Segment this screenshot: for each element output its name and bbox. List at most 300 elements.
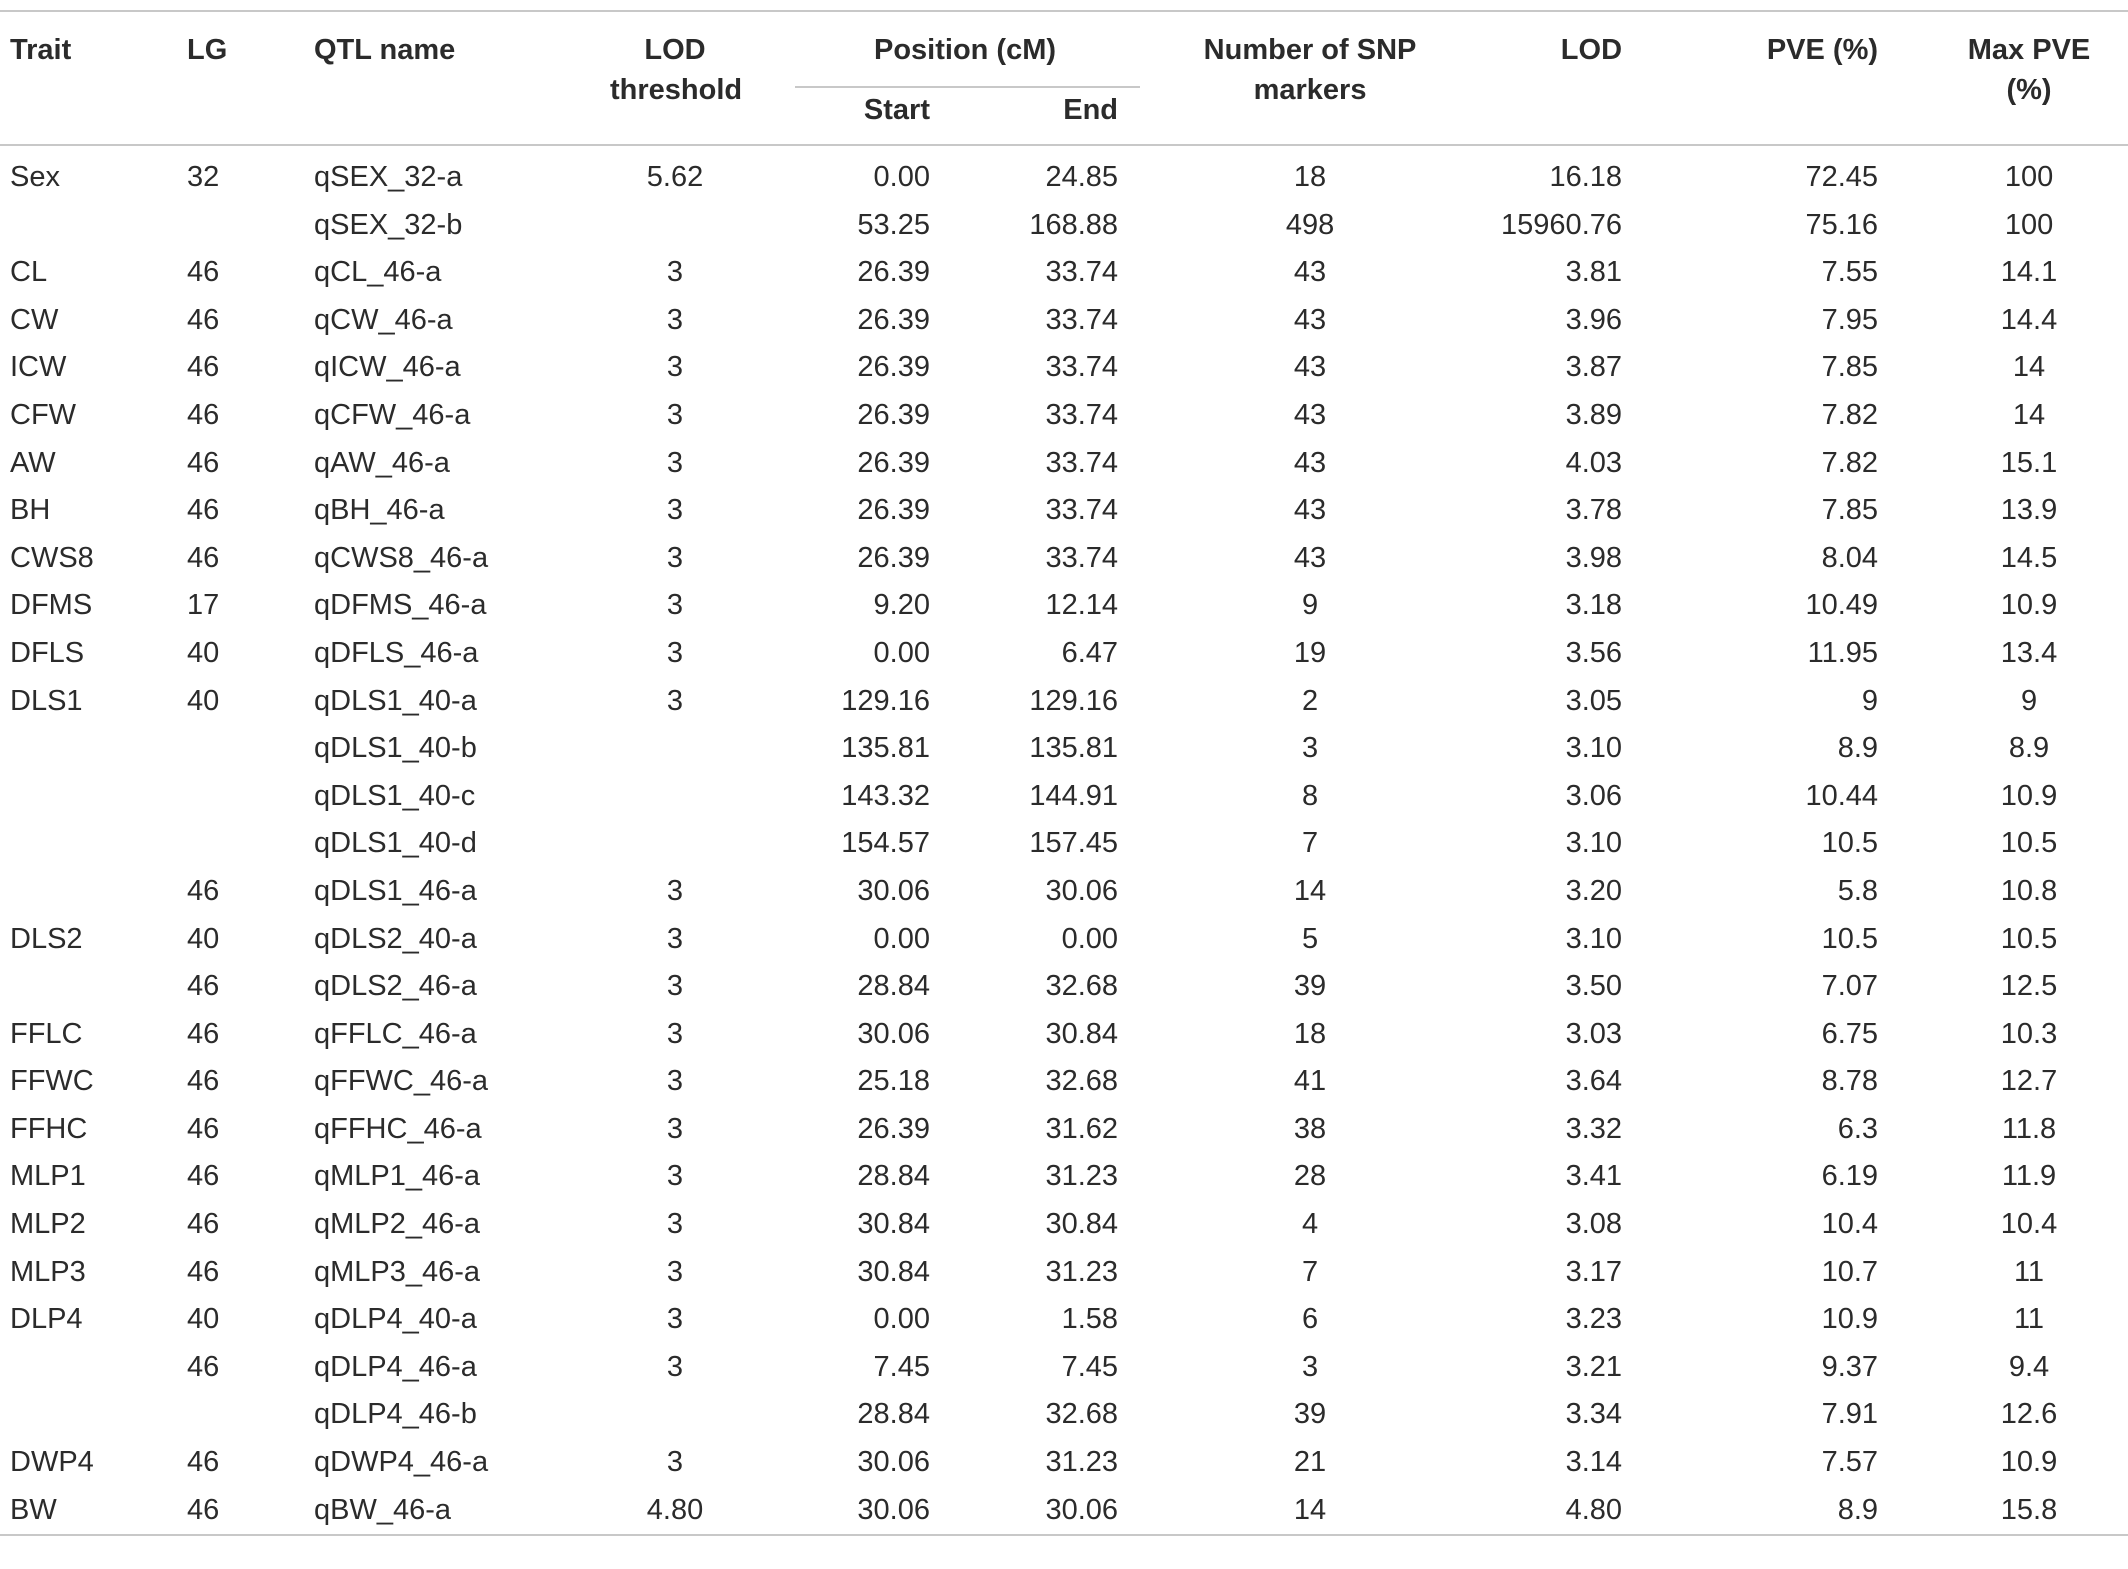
cell-trait <box>0 725 175 773</box>
cell-start: 30.84 <box>857 1208 930 1241</box>
cell-qtl-name: qDLP4_40-a <box>314 1303 477 1336</box>
cell-pve: 10.4 <box>1821 1208 1879 1241</box>
cell-lg: 46 <box>187 446 220 479</box>
cell-lod: 3.32 <box>1565 1112 1623 1145</box>
cell-lod: 3.03 <box>1565 1017 1623 1050</box>
cell-snp-markers: 41 <box>1293 1065 1327 1098</box>
cell-pve: 8.9 <box>1730 1487 1930 1536</box>
header-end: End <box>975 88 1150 145</box>
header-position <box>780 11 1150 88</box>
cell-trait: CW <box>10 303 59 336</box>
cell-lod-threshold: 3 <box>666 256 684 289</box>
cell-start: 26.39 <box>857 494 930 527</box>
cell-lod-threshold <box>570 820 780 868</box>
cell-lod-threshold: 3 <box>666 589 684 622</box>
cell-lod-threshold: 3 <box>666 1112 684 1145</box>
table-row <box>0 145 2128 202</box>
table-row <box>0 297 2128 345</box>
cell-max-pve: 11 <box>2013 1303 2045 1336</box>
table-row <box>0 820 2128 868</box>
cell-snp-markers: 3 <box>1301 1350 1319 1383</box>
table-header <box>0 11 2128 145</box>
cell-qtl-name: qDLS1_40-d <box>314 827 477 860</box>
cell-lg: 40 <box>187 684 220 717</box>
cell-trait: DLS1 <box>10 684 83 717</box>
cell-lod: 3.20 <box>1565 874 1623 907</box>
table-row <box>0 916 2128 964</box>
cell-pve: 11.95 <box>1807 636 1879 669</box>
table-row <box>0 392 2128 440</box>
table-row <box>0 678 2128 726</box>
cell-max-pve: 12.5 <box>2000 970 2058 1003</box>
cell-max-pve: 9.4 <box>2008 1350 2050 1383</box>
cell-lod: 4.80 <box>1470 1487 1730 1536</box>
table-row <box>0 249 2128 297</box>
cell-lod: 3.96 <box>1565 303 1623 336</box>
cell-lg: 46 <box>187 1160 220 1193</box>
cell-qtl-name: qDLS1_40-b <box>314 732 477 765</box>
cell-snp-markers: 21 <box>1293 1446 1327 1479</box>
cell-lod-threshold <box>570 725 780 773</box>
cell-lg: 46 <box>187 541 220 574</box>
cell-max-pve: 12.7 <box>2000 1065 2058 1098</box>
cell-qtl-name: qSEX_32-a <box>314 161 463 193</box>
cell-snp-markers: 38 <box>1293 1112 1327 1145</box>
table-row <box>0 1296 2128 1344</box>
header-trait: Trait <box>0 11 175 145</box>
header-max-pve-text: Max PVE (%) <box>1967 34 2091 106</box>
cell-lod-threshold: 3 <box>666 1446 684 1479</box>
cell-end: 32.68 <box>1045 1065 1119 1098</box>
cell-qtl-name: qBW_46-a <box>310 1487 570 1536</box>
cell-snp-markers: 43 <box>1293 398 1327 431</box>
cell-lod: 3.56 <box>1565 636 1623 669</box>
cell-pve: 10.5 <box>1821 827 1879 860</box>
cell-lod-threshold: 3 <box>666 1303 684 1336</box>
cell-pve: 10.5 <box>1821 922 1879 955</box>
cell-lod: 3.10 <box>1565 922 1623 955</box>
cell-snp-markers: 18 <box>1293 161 1327 193</box>
cell-start: 53.25 <box>857 208 930 241</box>
cell-lod: 3.41 <box>1565 1160 1623 1193</box>
cell-qtl-name: qDLP4_46-a <box>314 1350 477 1383</box>
cell-max-pve: 15.8 <box>1930 1487 2128 1536</box>
cell-max-pve: 15.1 <box>2000 446 2058 479</box>
table-row <box>0 1391 2128 1439</box>
cell-end: 144.91 <box>1029 779 1119 812</box>
cell-lg: 46 <box>187 1065 220 1098</box>
cell-lg: 46 <box>187 494 220 527</box>
table-row <box>0 487 2128 535</box>
cell-lg: 32 <box>187 161 220 193</box>
table-row <box>0 1058 2128 1106</box>
cell-snp-markers: 43 <box>1293 494 1327 527</box>
cell-pve: 10.49 <box>1805 589 1879 622</box>
cell-max-pve: 10.5 <box>2000 922 2058 955</box>
cell-lg: 46 <box>187 874 220 907</box>
cell-snp-markers: 498 <box>1285 208 1335 241</box>
cell-end: 30.84 <box>1045 1017 1119 1050</box>
cell-lod: 3.06 <box>1565 779 1623 812</box>
table-row <box>0 440 2128 488</box>
table-body <box>0 145 2128 1535</box>
cell-end: 6.47 <box>1061 636 1119 669</box>
cell-lg: 46 <box>187 1255 220 1288</box>
cell-trait: Sex <box>10 161 60 193</box>
cell-end: 24.85 <box>1045 161 1119 193</box>
header-lod-threshold-text: LOD threshold <box>610 34 743 106</box>
cell-snp-markers: 7 <box>1301 1255 1319 1288</box>
cell-lg: 40 <box>187 636 220 669</box>
cell-qtl-name: qCW_46-a <box>314 303 453 336</box>
cell-pve: 7.55 <box>1821 256 1879 289</box>
cell-start: 28.84 <box>857 970 930 1003</box>
cell-lg: 46 <box>187 303 220 336</box>
cell-lod-threshold: 4.80 <box>570 1487 780 1536</box>
cell-lod-threshold <box>570 1391 780 1439</box>
cell-trait: FFHC <box>10 1112 88 1145</box>
cell-lg <box>175 202 310 250</box>
cell-lod: 3.34 <box>1565 1398 1623 1431</box>
cell-trait: BW <box>0 1487 175 1536</box>
cell-qtl-name: qCL_46-a <box>314 256 442 289</box>
cell-trait: FFWC <box>10 1065 94 1098</box>
cell-lg: 46 <box>187 398 220 431</box>
cell-qtl-name: qDWP4_46-a <box>314 1446 489 1479</box>
cell-end: 31.23 <box>1045 1446 1119 1479</box>
cell-trait: BH <box>10 494 51 527</box>
cell-qtl-name: qMLP2_46-a <box>314 1208 481 1241</box>
cell-qtl-name: qDFLS_46-a <box>314 636 479 669</box>
table-row <box>0 725 2128 773</box>
cell-max-pve: 10.3 <box>2000 1017 2058 1050</box>
cell-lod: 3.89 <box>1565 398 1623 431</box>
cell-lg: 46 <box>187 1350 220 1383</box>
table-row <box>0 1249 2128 1297</box>
cell-pve: 7.85 <box>1821 351 1879 384</box>
cell-lod: 3.87 <box>1565 351 1623 384</box>
cell-lod-threshold <box>570 202 780 250</box>
cell-snp-markers: 7 <box>1301 827 1319 860</box>
cell-qtl-name: qFFHC_46-a <box>314 1112 482 1145</box>
table-row <box>0 535 2128 583</box>
cell-end: 12.14 <box>1045 589 1119 622</box>
cell-lod-threshold: 3 <box>666 970 684 1003</box>
cell-end: 30.06 <box>1045 874 1119 907</box>
cell-pve: 7.95 <box>1821 303 1879 336</box>
cell-max-pve: 11.9 <box>2001 1160 2057 1193</box>
cell-lod-threshold: 3 <box>666 1160 684 1193</box>
cell-lod: 3.10 <box>1565 827 1623 860</box>
cell-pve: 75.16 <box>1805 208 1879 241</box>
cell-max-pve: 10.9 <box>2000 1446 2058 1479</box>
cell-pve: 8.04 <box>1821 541 1879 574</box>
cell-lod-threshold: 3 <box>666 1017 684 1050</box>
cell-lod-threshold: 3 <box>666 684 684 717</box>
header-qtl-name: QTL name <box>310 11 570 145</box>
cell-end: 31.23 <box>1045 1255 1119 1288</box>
table-row <box>0 963 2128 1011</box>
cell-snp-markers: 8 <box>1301 779 1319 812</box>
cell-pve: 10.9 <box>1821 1303 1879 1336</box>
table-row <box>0 582 2128 630</box>
position-group-rule <box>795 86 1140 88</box>
cell-trait: FFLC <box>10 1017 83 1050</box>
cell-end: 32.68 <box>1045 970 1119 1003</box>
cell-trait: DFMS <box>10 589 93 622</box>
table-row <box>0 344 2128 392</box>
cell-max-pve: 10.5 <box>2000 827 2058 860</box>
cell-trait: CFW <box>10 398 77 431</box>
cell-lg <box>175 773 310 821</box>
cell-lod: 3.08 <box>1565 1208 1623 1241</box>
cell-qtl-name: qDLS2_46-a <box>314 970 477 1003</box>
cell-lod: 3.14 <box>1565 1446 1623 1479</box>
cell-lod: 3.78 <box>1565 494 1623 527</box>
table-row <box>0 1011 2128 1059</box>
cell-pve: 8.78 <box>1821 1065 1879 1098</box>
cell-start: 26.39 <box>857 541 930 574</box>
cell-snp-markers: 18 <box>1293 1017 1327 1050</box>
cell-lg <box>175 1391 310 1439</box>
cell-lod-threshold: 3 <box>666 446 684 479</box>
cell-lod: 15960.76 <box>1501 208 1623 241</box>
header-max-pve <box>1930 11 2128 145</box>
cell-pve: 7.91 <box>1821 1398 1879 1431</box>
cell-end: 33.74 <box>1045 446 1119 479</box>
table-row <box>0 868 2128 916</box>
cell-max-pve: 14.1 <box>2000 256 2058 289</box>
cell-lod-threshold: 3 <box>666 303 684 336</box>
cell-start: 30.06 <box>857 1446 930 1479</box>
cell-max-pve: 100 <box>2004 161 2054 193</box>
cell-trait <box>0 1391 175 1439</box>
header-pve: PVE (%) <box>1730 11 1930 145</box>
cell-trait: CWS8 <box>10 541 94 574</box>
cell-lg <box>175 820 310 868</box>
cell-start: 143.32 <box>841 779 930 812</box>
cell-end: 168.88 <box>1029 208 1119 241</box>
cell-start: 26.39 <box>857 1112 930 1145</box>
cell-snp-markers: 43 <box>1293 541 1327 574</box>
cell-max-pve: 10.9 <box>2000 779 2058 812</box>
cell-qtl-name: qDLS1_46-a <box>314 874 477 907</box>
cell-lg: 46 <box>187 1112 220 1145</box>
cell-pve: 7.57 <box>1821 1446 1879 1479</box>
cell-lg: 46 <box>187 970 220 1003</box>
cell-end: 31.23 <box>1045 1160 1119 1193</box>
cell-end: 32.68 <box>1045 1398 1119 1431</box>
cell-end: 33.74 <box>1045 351 1119 384</box>
cell-start: 30.06 <box>857 1017 930 1050</box>
cell-snp-markers: 14 <box>1293 874 1327 907</box>
cell-start: 26.39 <box>857 351 930 384</box>
cell-start: 0.00 <box>873 1303 930 1336</box>
cell-max-pve: 11 <box>2013 1255 2045 1288</box>
header-position-text: Position (cM) <box>873 34 1057 66</box>
cell-start: 154.57 <box>841 827 930 860</box>
qtl-table <box>0 10 2128 1536</box>
cell-trait: MLP3 <box>10 1255 86 1288</box>
cell-snp-markers: 4 <box>1301 1208 1319 1241</box>
cell-lod: 16.18 <box>1549 161 1623 193</box>
cell-snp-markers: 3 <box>1301 732 1319 765</box>
cell-lod: 3.05 <box>1565 684 1623 717</box>
cell-trait <box>0 868 175 916</box>
cell-max-pve: 10.4 <box>2000 1208 2058 1241</box>
cell-trait: DLS2 <box>10 922 83 955</box>
cell-snp-markers: 43 <box>1293 351 1327 384</box>
cell-lod: 3.21 <box>1565 1350 1623 1383</box>
cell-max-pve: 100 <box>2004 208 2054 241</box>
cell-start: 25.18 <box>857 1065 930 1098</box>
cell-lod-threshold: 3 <box>666 541 684 574</box>
cell-max-pve: 10.9 <box>2000 589 2058 622</box>
cell-lod-threshold: 3 <box>666 1065 684 1098</box>
cell-lod-threshold: 3 <box>666 398 684 431</box>
cell-qtl-name: qDLP4_46-b <box>314 1398 477 1431</box>
cell-pve: 7.07 <box>1821 970 1879 1003</box>
cell-lod-threshold: 3 <box>666 1350 684 1383</box>
cell-snp-markers: 43 <box>1293 446 1327 479</box>
cell-lg: 46 <box>175 1487 310 1536</box>
cell-trait <box>0 820 175 868</box>
cell-trait <box>0 773 175 821</box>
cell-lod: 3.17 <box>1565 1255 1623 1288</box>
cell-start: 28.84 <box>857 1398 930 1431</box>
cell-qtl-name: qSEX_32-b <box>314 208 463 241</box>
header-lod-threshold <box>570 11 780 145</box>
cell-lg <box>175 725 310 773</box>
cell-pve: 7.85 <box>1821 494 1879 527</box>
cell-pve: 10.44 <box>1805 779 1879 812</box>
cell-trait <box>0 963 175 1011</box>
cell-trait: CL <box>10 256 48 289</box>
cell-end: 31.62 <box>1045 1112 1119 1145</box>
cell-end: 30.84 <box>1045 1208 1119 1241</box>
cell-pve: 8.9 <box>1837 732 1879 765</box>
header-start: Start <box>780 88 975 145</box>
cell-snp-markers: 2 <box>1301 684 1319 717</box>
cell-qtl-name: qDLS2_40-a <box>314 922 477 955</box>
cell-qtl-name: qFFLC_46-a <box>314 1017 477 1050</box>
cell-end: 129.16 <box>1029 684 1119 717</box>
cell-trait <box>0 202 175 250</box>
cell-pve: 9 <box>1861 684 1879 717</box>
cell-lod-threshold: 3 <box>666 494 684 527</box>
cell-lod-threshold: 3 <box>666 351 684 384</box>
table-row <box>0 630 2128 678</box>
table-row <box>0 1153 2128 1201</box>
cell-trait: AW <box>10 446 56 479</box>
cell-lod: 3.64 <box>1565 1065 1623 1098</box>
cell-start: 30.06 <box>780 1487 975 1536</box>
cell-start: 0.00 <box>873 922 930 955</box>
cell-start: 135.81 <box>841 732 930 765</box>
cell-max-pve: 14.5 <box>2000 541 2058 574</box>
cell-snp-markers: 6 <box>1301 1303 1319 1336</box>
cell-trait: DFLS <box>10 636 85 669</box>
cell-start: 9.20 <box>873 589 930 622</box>
cell-lg: 46 <box>187 351 220 384</box>
cell-qtl-name: qMLP1_46-a <box>314 1160 481 1193</box>
cell-lod-threshold: 3 <box>666 874 684 907</box>
cell-start: 30.06 <box>857 874 930 907</box>
cell-lod-threshold: 3 <box>666 636 684 669</box>
cell-trait: MLP2 <box>10 1208 86 1241</box>
cell-pve: 6.75 <box>1821 1017 1879 1050</box>
cell-max-pve: 10.8 <box>2000 874 2058 907</box>
cell-end: 33.74 <box>1045 303 1119 336</box>
table-row <box>0 1439 2128 1487</box>
cell-end: 0.00 <box>1061 922 1119 955</box>
cell-lod-threshold <box>570 773 780 821</box>
cell-max-pve: 14 <box>2012 351 2046 384</box>
cell-max-pve: 14.4 <box>2000 303 2058 336</box>
cell-trait: MLP1 <box>10 1160 86 1193</box>
cell-qtl-name: qDLS1_40-a <box>314 684 477 717</box>
cell-pve: 9.37 <box>1821 1350 1879 1383</box>
cell-pve: 6.19 <box>1821 1160 1879 1193</box>
cell-max-pve: 8.9 <box>2008 732 2050 765</box>
cell-end: 33.74 <box>1045 541 1119 574</box>
cell-start: 26.39 <box>857 303 930 336</box>
cell-lod-threshold: 3 <box>666 922 684 955</box>
cell-end: 157.45 <box>1029 827 1119 860</box>
cell-start: 0.00 <box>873 636 930 669</box>
table-row <box>0 202 2128 250</box>
cell-lod: 3.81 <box>1565 256 1623 289</box>
cell-end: 1.58 <box>1061 1303 1119 1336</box>
cell-qtl-name: qCWS8_46-a <box>314 541 489 574</box>
cell-trait: ICW <box>10 351 67 384</box>
cell-lod: 3.98 <box>1565 541 1623 574</box>
cell-snp-markers: 5 <box>1301 922 1319 955</box>
cell-trait: DLP4 <box>10 1303 83 1336</box>
table-row <box>0 1106 2128 1154</box>
cell-snp-markers: 39 <box>1293 970 1327 1003</box>
table-row <box>0 773 2128 821</box>
cell-end: 30.06 <box>975 1487 1150 1536</box>
cell-end: 7.45 <box>1061 1350 1119 1383</box>
cell-lg: 17 <box>187 589 220 622</box>
cell-snp-markers: 43 <box>1293 256 1327 289</box>
cell-start: 30.84 <box>857 1255 930 1288</box>
cell-snp-markers: 19 <box>1293 636 1327 669</box>
cell-qtl-name: qDFMS_46-a <box>314 589 487 622</box>
cell-pve: 7.82 <box>1821 446 1879 479</box>
cell-max-pve: 13.4 <box>2000 636 2058 669</box>
cell-qtl-name: qCFW_46-a <box>314 398 471 431</box>
cell-max-pve: 14 <box>2012 398 2046 431</box>
cell-start: 26.39 <box>857 446 930 479</box>
cell-lod-threshold: 3 <box>666 1255 684 1288</box>
cell-trait <box>0 1344 175 1392</box>
cell-snp-markers: 28 <box>1293 1160 1327 1193</box>
cell-lod: 3.10 <box>1565 732 1623 765</box>
cell-lg: 46 <box>187 1208 220 1241</box>
cell-end: 33.74 <box>1045 494 1119 527</box>
header-snp-markers-text: Number of SNP markers <box>1203 34 1417 106</box>
cell-start: 28.84 <box>857 1160 930 1193</box>
cell-trait: DWP4 <box>10 1446 94 1479</box>
header-snp-markers <box>1150 11 1470 145</box>
cell-start: 26.39 <box>857 398 930 431</box>
cell-lod: 4.03 <box>1565 446 1623 479</box>
cell-start: 7.45 <box>873 1350 930 1383</box>
cell-lg: 40 <box>187 1303 220 1336</box>
cell-max-pve: 13.9 <box>2000 494 2058 527</box>
